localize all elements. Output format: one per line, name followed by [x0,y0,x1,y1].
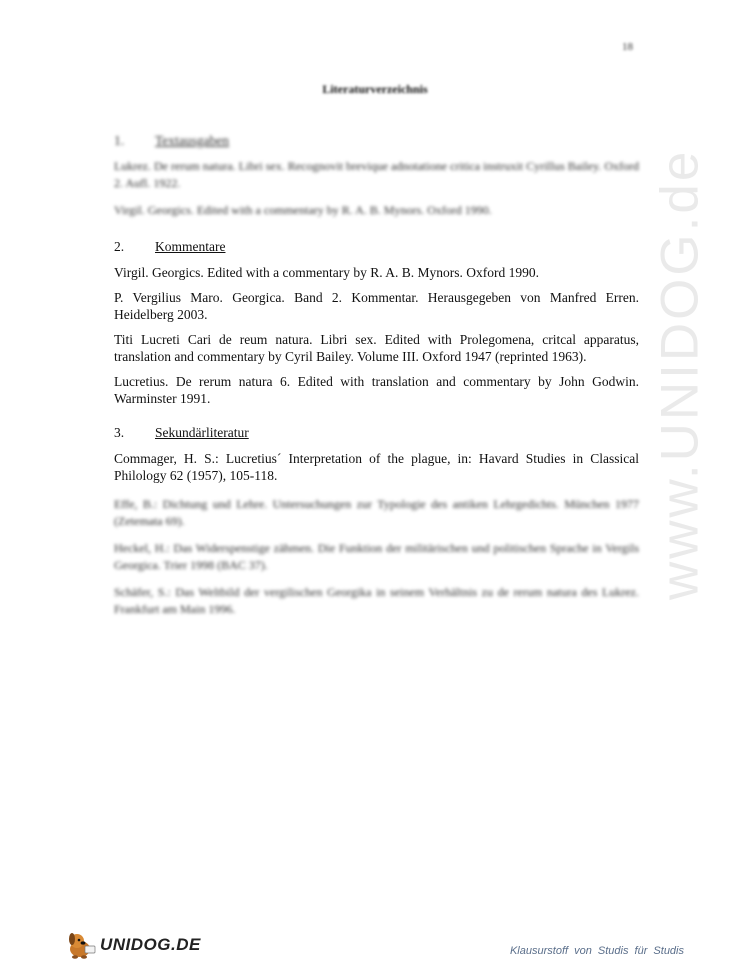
section-sekundaerliteratur [114,424,639,628]
section-heading [114,238,639,255]
section-title: Textausgaben [155,133,230,148]
section-number: 2. [114,239,125,254]
section-heading [114,132,639,149]
bib-entry: Commager, H. S.: Lucretius´ Interpretation of the plague, in: Havard Studies in Classical Philology 62 (1957), 105-118. [114,451,639,483]
section-title: Kommentare [155,239,226,254]
page-title: Literaturverzeichnis [322,82,428,96]
bib-entry: Schäfer, S.: Das Weltbild der vergilischen Georgika in seinem Verhältnis zu de rerum natura des Lukrez. Frankfurt am Main 1996. [114,585,639,616]
bib-entry: P. Vergilius Maro. Georgica. Band 2. Kommentar. Herausgegeben von Manfred Erren. Heidelberg 2003. [114,290,639,322]
section-textausgaben [114,132,639,229]
section-heading [114,424,639,441]
watermark: www.UNIDOG.de [650,148,710,600]
blurred-entries [114,496,639,618]
unidog-logo[interactable] [66,930,201,960]
section-number: 3. [114,425,125,440]
page-number: 18 [622,41,633,53]
bib-entry: Lucretius. De rerum natura 6. Edited with translation and commentary by John Godwin. Warminster 1991. [114,374,639,406]
logo-text: UNIDOG.DE [100,935,201,954]
bib-entry: Lukrez. De rerum natura. Libri sex. Recognovit brevique adnotatione critica instruxit Cyrillus Bailey. Oxford 2. Aufl. 1922. [114,159,639,190]
section-kommentare [114,238,639,415]
bib-entry: Virgil. Georgics. Edited with a commentary by R. A. B. Mynors. Oxford 1990. [114,203,492,217]
section-number: 1. [114,133,125,148]
footer-tagline: Klausurstoff von Studis für Studis [509,945,684,957]
bib-entry: Titi Lucreti Cari de reum natura. Libri sex. Edited with Prolegomena, critcal apparatus, translation and commentary by Cyril Bailey. Volume III. Oxford 1947 (reprinted 1963). [114,332,639,364]
bib-entry: Effe, B.: Dichtung und Lehre. Untersuchungen zur Typologie des antiken Lehrgedichts. München 1977 (Zetemata 69). [114,497,639,528]
bib-entry: Virgil. Georgics. Edited with a commentary by R. A. B. Mynors. Oxford 1990. [114,265,540,280]
section-title: Sekundärliteratur [155,425,249,440]
dog-mascot-icon [66,930,98,960]
bib-entry: Heckel, H.: Das Widerspenstige zähmen. Die Funktion der militärischen und politischen Sprache in Vergils Georgica. Trier 1998 (BAC 37). [114,541,639,572]
